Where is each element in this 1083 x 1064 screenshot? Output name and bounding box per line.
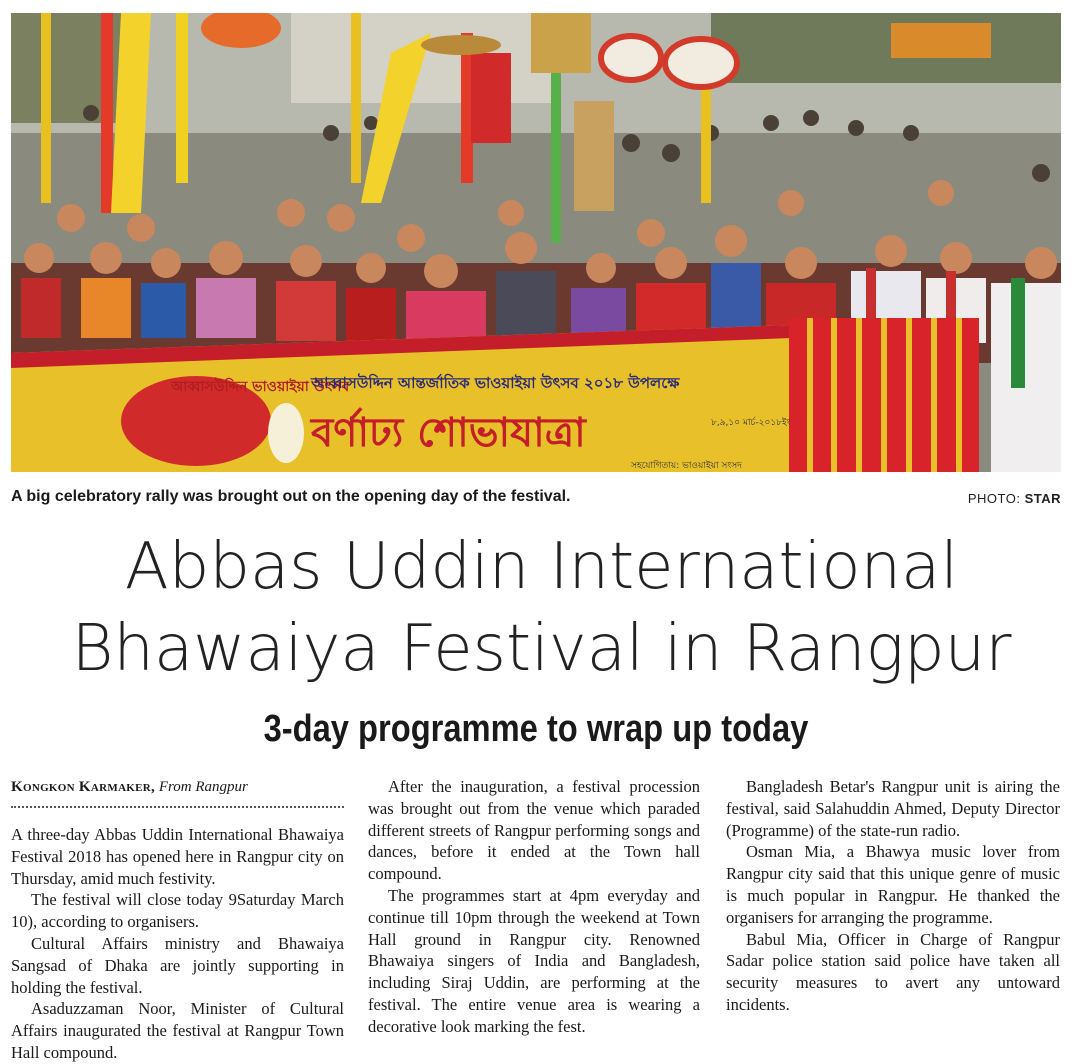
rally-photo — [11, 13, 1061, 472]
byline-location: From Rangpur — [158, 779, 248, 795]
paragraph: Cultural Affairs ministry and Bhawaiya Sangsad of Dhaka are jointly supporting in holding the festival. — [11, 933, 344, 997]
paragraph: Babul Mia, Officer in Charge of Rangpur Sadar police station said police have taken all security measures to avert any untoward incidents. — [726, 929, 1060, 1014]
headline-line-2: Bhawaiya Festival in Rangpur — [71, 612, 1012, 686]
paragraph: The festival will close today 9Saturday March 10), according to organisers. — [11, 890, 344, 932]
photo-caption: A big celebratory rally was brought out on the opening day of the festival. — [11, 488, 571, 505]
photo-credit-label: PHOTO: — [967, 491, 1021, 506]
photo-caption-row — [11, 488, 1061, 512]
article-column-3 — [726, 776, 1060, 1016]
paragraph: The programmes start at 4pm everyday and continue till 10pm through the weekend at Town Hall ground in Rangpur city. Renowned Bhawaiya singers of India and Bangladesh, including Siraj Uddin, are performing at the festival. The entire venue area is wearing a decorative look marking the fest. — [368, 885, 700, 1036]
byline — [11, 779, 248, 796]
article-column-1 — [11, 824, 344, 1064]
banner-main-text: বর্ণাঢ্য শোভাযাত্রা — [311, 410, 586, 456]
photo-credit-source: STAR — [1024, 491, 1061, 506]
headline-line-1: Abbas Uddin International — [124, 530, 959, 604]
paragraph: Asaduzzaman Noor, Minister of Cultural Affairs inaugurated the festival at Rangpur Town Hall compound. — [11, 999, 344, 1062]
paragraph: After the inauguration, a festival procession was brought out from the venue which paraded different streets of Rangpur performing songs and dances, before it ended at the Town hall compound. — [368, 777, 700, 884]
paragraph: Bangladesh Betar's Rangpur unit is airing the festival, said Salahuddin Ahmed, Deputy Director (Programme) of the state-run radio. — [726, 777, 1060, 840]
banner-left-text: আব্বাসউদ্দিন ভাওয়াইয়া উৎসব — [171, 379, 350, 395]
subheadline: 3-day programme to wrap up today — [263, 708, 809, 750]
banner-date-text: ৮,৯,১০ মার্চ-২০১৮ইং — [711, 418, 791, 428]
byline-author: Kongkon Karmaker, — [11, 779, 156, 795]
photo-credit — [968, 491, 1061, 506]
banner-top-text: আব্বাসউদ্দিন আন্তর্জাতিক ভাওয়াইয়া উৎসব ২০১৮ উপলক্ষে — [311, 374, 680, 392]
byline-divider — [11, 806, 344, 808]
paragraph: A three-day Abbas Uddin International Bhawaiya Festival 2018 has opened here in Rangpur city on Thursday, amid much festivity. — [11, 825, 344, 888]
banner-right-text: সহযোগিতায়: ভাওয়াইয়া সংসদ — [631, 461, 742, 471]
paragraph: Osman Mia, a Bhawya music lover from Rangpur city said that this unique genre of music is much popular in Rangpur. He thanked the organisers for arranging the programme. — [726, 842, 1060, 927]
article-column-2 — [368, 776, 700, 1038]
